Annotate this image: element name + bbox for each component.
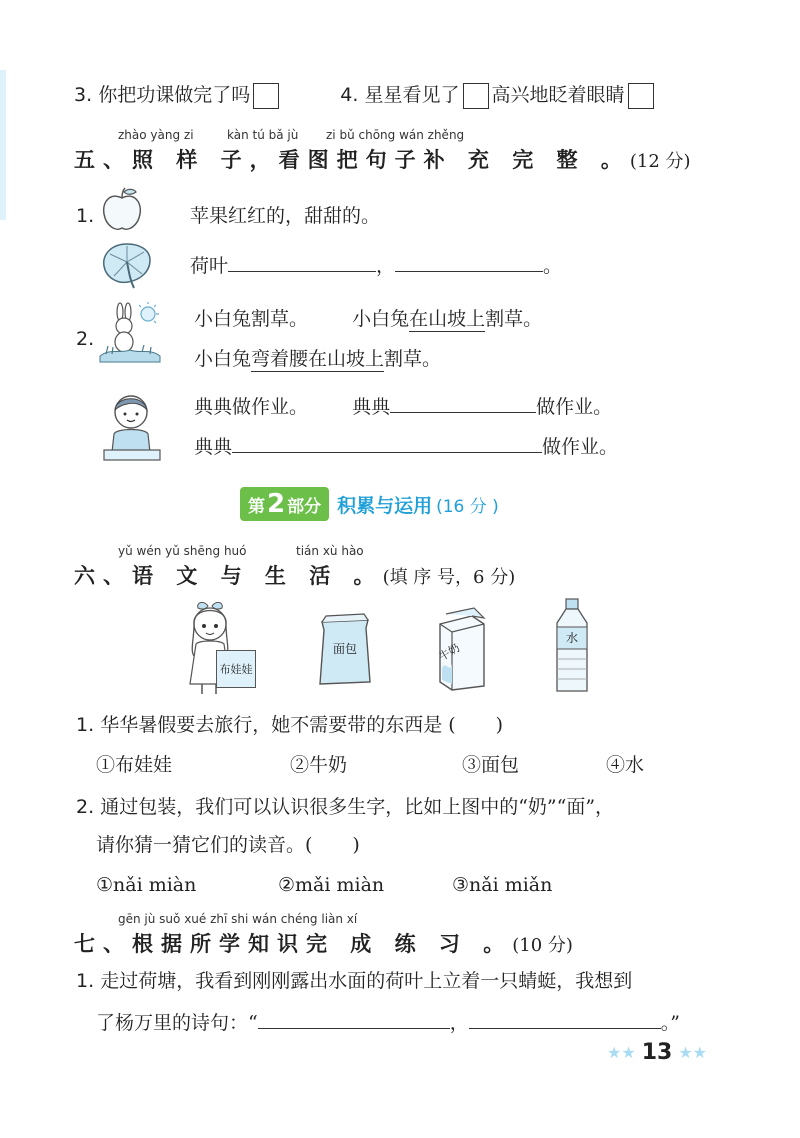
star-icon: ★ [692, 1043, 707, 1062]
doll-label: 布娃娃 [216, 650, 256, 688]
option: ③面包 [462, 754, 520, 776]
poem-fill-line [96, 1010, 680, 1036]
fill-in-sentence [190, 253, 562, 279]
water-label: 水 [565, 631, 578, 645]
item-number: 2. [76, 328, 95, 350]
milk-label: 牛奶 [436, 641, 463, 664]
item-number: 3. [74, 84, 93, 106]
part-banner [240, 489, 499, 519]
comma: ， [449, 1012, 469, 1034]
item-text: 星星看见了 [364, 84, 460, 106]
section-score: (填 序 号，6 分) [382, 567, 516, 588]
fill-in-row [194, 434, 618, 460]
option: ①布娃娃 [96, 754, 173, 776]
punctuation-answer-box[interactable] [253, 83, 279, 109]
star-icon: ★ [607, 1043, 622, 1062]
side-tab-decoration [0, 70, 6, 220]
part-tag [240, 487, 329, 521]
underlined-phrase: 在山坡上 [409, 308, 486, 330]
section-title: 五、照 样 子，看图把句子补 充 完 整 。 [74, 147, 630, 172]
apple-icon [100, 186, 144, 232]
task-sentence: 典典做作业。 [194, 396, 309, 418]
item-number: 4. [340, 84, 359, 106]
boy-icon [100, 390, 162, 464]
section-heading [74, 144, 691, 174]
period: 。 [543, 255, 563, 277]
question-line [76, 968, 632, 994]
part-number: 2 [267, 489, 286, 519]
lotus-leaf-icon [100, 240, 154, 290]
sentence-subject: 典典 [194, 436, 233, 458]
part-score: (16 分 ) [436, 496, 499, 517]
section-title: 六、语 文 与 生 活 。 [74, 563, 383, 588]
option: ②牛奶 [290, 754, 348, 776]
example-sentence: 苹果红红的，甜甜的。 [190, 205, 381, 227]
example-sentence: 小白兔割草。 [194, 308, 309, 330]
question-text: 走过荷塘，我看到刚刚露出水面的荷叶上立着一只蜻蜓，我想到 [100, 970, 633, 992]
pinyin-annotation: tián xù hào [296, 544, 364, 558]
part-title: 积累与运用 [337, 494, 433, 517]
part-prefix: 第 [248, 496, 265, 517]
pinyin-annotation: yǔ wén yǔ shēng huó [118, 544, 247, 558]
item-text: 高兴地眨着眼睛 [491, 84, 625, 106]
question-text: 请你猜一猜它们的读音。( [96, 834, 313, 856]
option: ④水 [606, 754, 645, 776]
pinyin-annotation: gēn jù suǒ xué zhī shi wán chéng liàn xí [118, 912, 358, 926]
close-paren: ) [352, 834, 360, 856]
milk-picture [432, 604, 490, 692]
bread-label: 面包 [332, 642, 357, 656]
section-heading [74, 560, 515, 590]
star-icon: ★ [678, 1043, 693, 1062]
water-picture [553, 597, 591, 695]
water-bottle-icon [553, 597, 591, 695]
option: ②mǎi miàn [278, 874, 385, 896]
star-icon: ★ [621, 1043, 636, 1062]
question-text: 通过包装，我们可以认识很多生字，比如上图中的“奶”“面”， [100, 796, 615, 818]
sentence-end: 做作业。 [536, 396, 613, 418]
example-sentence-part: 小白兔 [352, 308, 410, 330]
close-paren: ) [495, 714, 504, 736]
item-number: 2. [76, 796, 95, 818]
rabbit-icon [98, 302, 162, 364]
sentence-subject: 荷叶 [190, 255, 229, 277]
example-sentence-part: 割草。 [485, 308, 543, 330]
punctuation-answer-box[interactable] [628, 83, 654, 109]
question-row-3-4 [74, 82, 657, 109]
page-number: 13 [641, 1040, 673, 1065]
part-suffix: 部分 [287, 496, 322, 517]
underlined-phrase: 弯着腰在山坡上 [251, 348, 385, 370]
section-heading [74, 928, 573, 958]
example-row [194, 306, 542, 332]
example-row [194, 346, 441, 372]
section-title: 七、根据所学知识完 成 练 习 。 [74, 931, 513, 956]
question-line [76, 794, 614, 820]
option: ③nǎi miǎn [452, 874, 553, 896]
question-line [76, 712, 503, 738]
item-text: 你把功课做完了吗 [98, 84, 251, 106]
pinyin-annotation: zi bǔ chōng wán zhěng [326, 128, 465, 142]
answer-blank[interactable] [395, 253, 543, 272]
sentence-subject: 典典 [352, 396, 391, 418]
question-text: 华华暑假要去旅行，她不需要带的东西是 ( [100, 714, 456, 736]
option: ①nǎi miàn [96, 874, 197, 896]
closing-quote: 。” [660, 1012, 680, 1034]
bread-picture [316, 612, 374, 688]
fill-in-row [194, 394, 612, 420]
section-score: (12 分) [629, 151, 691, 172]
doll-picture [182, 600, 256, 696]
item-number: 1. [76, 714, 95, 736]
page-footer [607, 1040, 707, 1065]
answer-blank[interactable] [232, 434, 542, 453]
punctuation-answer-box[interactable] [463, 83, 489, 109]
pinyin-annotation: kàn tú bǎ jù [227, 128, 299, 142]
comma: ， [376, 255, 396, 277]
pinyin-annotation: zhào yàng zi [118, 128, 194, 142]
answer-blank[interactable] [469, 1010, 661, 1029]
options-row [96, 872, 552, 898]
item-number: 1. [76, 970, 95, 992]
example-sentence-part: 小白兔 [194, 348, 252, 370]
answer-blank[interactable] [258, 1010, 450, 1029]
question-line [96, 832, 360, 858]
answer-blank[interactable] [228, 253, 376, 272]
section-score: (10 分) [512, 935, 573, 956]
sentence-end: 做作业。 [542, 436, 619, 458]
options-row [96, 752, 644, 778]
example-sentence-part: 割草。 [384, 348, 442, 370]
question-text: 了杨万里的诗句：“ [96, 1012, 258, 1034]
answer-blank[interactable] [390, 394, 536, 413]
item-number: 1. [76, 205, 95, 227]
